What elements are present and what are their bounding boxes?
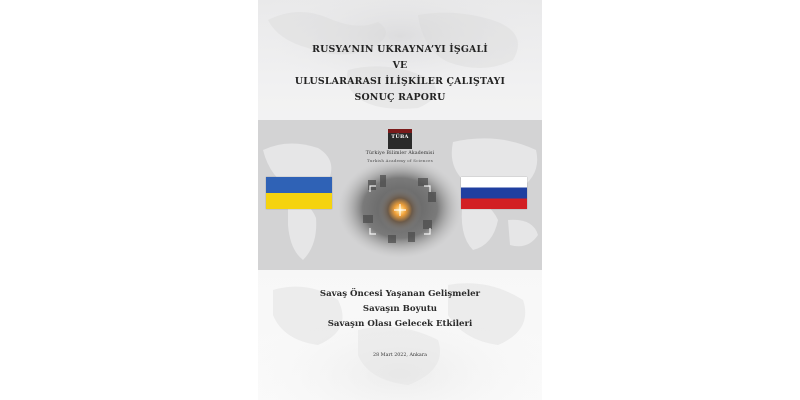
org-name-english: Turkish Academy of Sciences	[366, 158, 434, 163]
date-and-place: 28 Mart 2022, Ankara	[373, 353, 427, 358]
report-cover	[258, 0, 542, 400]
title-line-4: SONUÇ RAPORU	[354, 92, 446, 103]
title-line-3: ULUSLARARASI İLİŞKİLER ÇALIŞTAYI	[294, 76, 506, 87]
title-line-2: VE	[392, 60, 408, 71]
ukraine-flag-icon	[266, 177, 332, 209]
subtitle-line-1: Savaş Öncesi Yaşanan Gelişmeler	[319, 289, 481, 299]
report-title	[258, 42, 542, 106]
subtitle-line-3: Savaşın Olası Gelecek Etkileri	[327, 319, 473, 329]
org-name-turkish: Türkiye Bilimler Akademisi	[365, 151, 435, 156]
title-line-1: RUSYA’NIN UKRAYNA’YI İŞGALİ	[312, 44, 488, 55]
report-subtitles	[258, 287, 542, 332]
russia-flag-icon	[461, 177, 527, 209]
subtitle-line-2: Savaşın Boyutu	[362, 304, 438, 314]
tuba-logo-text: TÜBA	[391, 134, 409, 140]
